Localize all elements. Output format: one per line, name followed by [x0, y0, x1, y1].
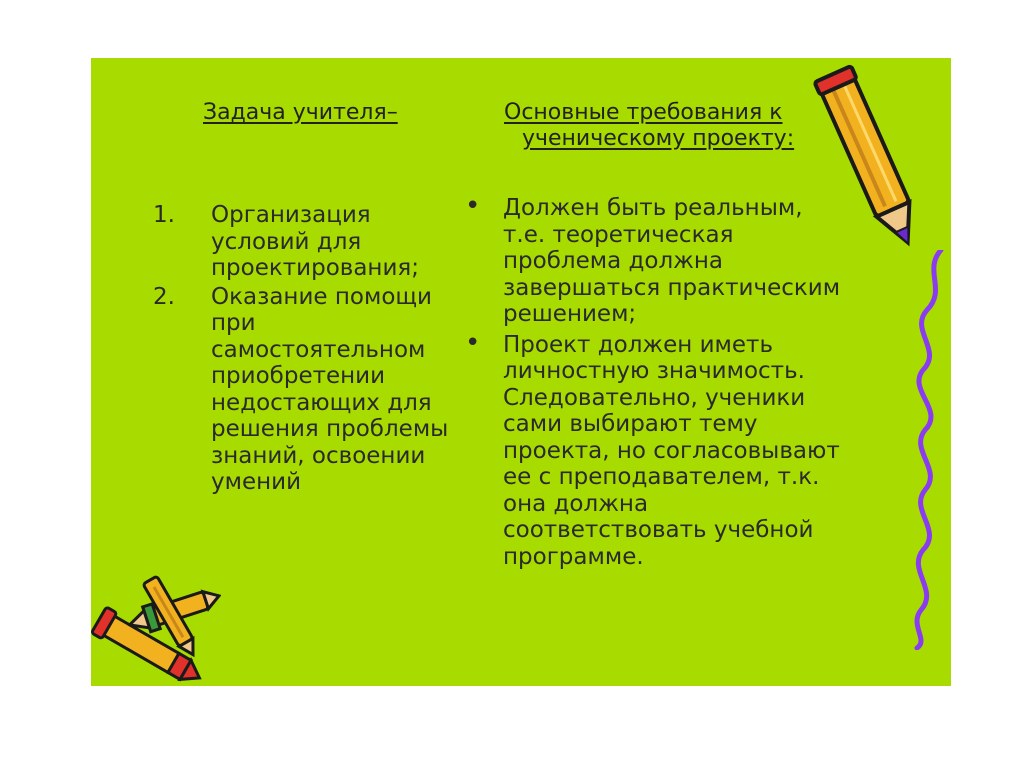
list-item-number: 1.: [153, 202, 175, 228]
list-item-text: Проект должен иметь личностную значимость. Следовательно, ученики сами выбирают тему проекта, но согласовывают ее с преподавателем, т.к. она должна соответствовать учебной программе.: [503, 331, 840, 570]
list-item: [153, 284, 473, 496]
teacher-task-header: [203, 100, 398, 126]
requirements-list: [459, 191, 849, 574]
list-item-text: Должен быть реальным, т.е. теоретическая проблема должна завершаться практическим решением;: [503, 195, 841, 327]
list-item: [459, 191, 849, 328]
bullet-icon: •: [465, 327, 481, 358]
list-item: [153, 202, 473, 282]
bullet-icon: •: [465, 191, 481, 221]
teacher-task-header-text: Задача учителя–: [203, 100, 398, 125]
teacher-task-list: [153, 202, 473, 498]
crayons-icon: [91, 563, 221, 683]
list-item-text: Оказание помощи при самостоятельном приобретении недостающих для решения проблемы знаний, освоении умений: [211, 283, 449, 495]
list-item: [459, 327, 849, 571]
slide: [91, 58, 951, 686]
squiggle-decoration-icon: [903, 250, 953, 650]
list-item-text: Организация условий для проектирования;: [211, 202, 419, 281]
requirements-header-line1: Основные требования к: [504, 100, 783, 125]
requirements-header-line2: ученическому проекту:: [522, 126, 795, 151]
project-requirements-header: [504, 100, 849, 152]
pencil-icon: [811, 60, 931, 260]
list-item-number: 2.: [153, 283, 175, 310]
